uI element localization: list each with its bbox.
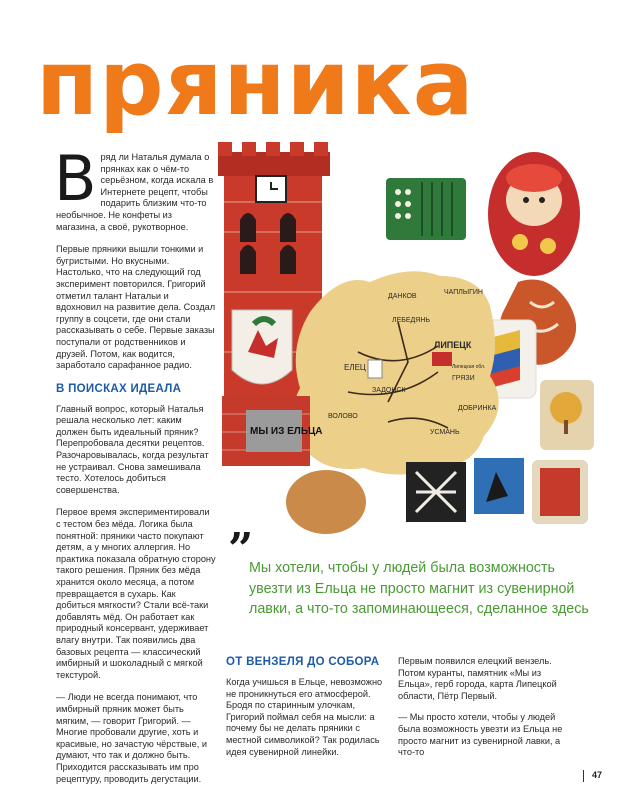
section1-paragraph-2: Первое время экспериментировали с тестом без мёда. Логика была понятной: пряники часто покупают детям, а у многих аллергия. Но практика показала обратную сторону такого решения. Пряник без мёда хранится около месяца, а потом превращается в сухарь. Как добиться мягкости? Стали всё-таки добавлять мёд. Он работает как природный консервант, удерживает влагу внутри. Так появились два базовых рецепта — классический имбирный и шоколадный с мягкой текстурой. <box>56 507 216 680</box>
section2-paragraph-2: Первым появился елецкий вензель. Потом куранты, памятник «Мы из Ельца», герб города, карта Липецкой области, Пётр Первый. <box>398 656 557 701</box>
matryoshka-cookie <box>488 152 580 276</box>
map-label: ЧАПЛЫГИН <box>444 289 483 296</box>
pull-quote: Мы хотели, чтобы у людей была возможность увезти из Ельца не просто магнит из сувенирной лавки, а что-то запоминающееся, сделанное здесь <box>249 560 589 617</box>
cookie-text: МЫ ИЗ ЕЛЬЦА <box>250 426 323 437</box>
black-white-cookie <box>406 462 466 522</box>
left-column <box>54 142 216 796</box>
wrapped-cookie-red <box>532 460 588 524</box>
page-number-divider <box>583 770 584 782</box>
map-label: ЗАДОНСК <box>372 387 406 394</box>
section1-paragraph-3: — Люди не всегда понимают, что имбирный пряник может быть мягким, — говорит Григорий. — Многие пробовали другие, хоть и красивые, но зачастую чёрствые, и думают, что так и должно быть. Приходится рассказывать им про рецептуру, проводить дегустации. <box>56 692 207 784</box>
intro-text: ряд ли Наталья думала о прянках как о чём-то серьёзном, когда искала в Интернете рецепт, чтобы подарить близким что-то необычное. Не конфеты из магазина, а своё, рукотворное. <box>56 152 214 232</box>
section2-paragraph-3: — Мы просто хотели, чтобы у людей была возможность увезти из Ельца не просто магнит из сувенирной лавки, а что-то <box>398 712 563 758</box>
quote-mark-icon: ” <box>228 524 254 575</box>
section-heading-vensel: ОТ ВЕНЗЕЛЯ ДО СОБОРА <box>226 656 380 668</box>
map-label: ЛИПЕЦК <box>434 340 472 350</box>
brick-cookie <box>222 396 323 466</box>
coat-of-arms-cookie <box>232 310 292 384</box>
paragraph-2: Первые пряники вышли тонкими и бугристыми. Но вкусными. Настолько, что на следующий год эксперимент повторился. Григорий отметил талант Натальи и вдохновил на развитие дела. Создал группу в соцсети, где они стали рассказывать о себе. Первые заказы поступали от родственников и друзей. Потом, как водится, заработало сарафанное радио. <box>56 244 216 371</box>
blue-cookie <box>474 458 524 514</box>
map-label: ЕЛЕЦ <box>344 363 366 372</box>
section-heading-ideal: В ПОИСКАХ ИДЕАЛА <box>56 382 182 395</box>
map-cookie <box>293 271 499 474</box>
map-label: ВОЛОВО <box>328 413 358 420</box>
right-column <box>398 656 568 769</box>
section2-paragraph-1: Когда учишься в Ельце, невозможно не проникнуться его атмосферой. Бродя по старинным улочкам, Григорий поймал себя на мысли: а почему бы не делать пряники с местной символикой? Так родилась идея сувенирной линейки. <box>226 677 383 757</box>
accordion-cookie <box>386 178 466 240</box>
gingerbread-photo <box>218 142 600 534</box>
map-label: УСМАНЬ <box>430 429 460 436</box>
section1-paragraph-1: Главный вопрос, который Наталья решала несколько лет: каким должен быть идеальный пряник? Перепробовала десятки рецептов. Разочаровывалась, когда результат не устраивал. Снова замешивала тесто. Хотелось добиться совершенства. <box>56 403 209 495</box>
map-label: ДОБРИНКА <box>458 405 497 412</box>
map-label: ГРЯЗИ <box>452 375 475 382</box>
intro-paragraph <box>54 142 216 233</box>
dropcap: В <box>54 142 97 215</box>
page-number: 47 <box>592 770 603 780</box>
region-label: Липецкая обл. <box>452 364 486 370</box>
page-headline: пряника <box>36 31 475 136</box>
map-label: ДАНКОВ <box>388 293 417 300</box>
middle-column <box>226 652 386 758</box>
plain-gingerbread <box>286 470 366 534</box>
map-label: ЛЕБЕДЯНЬ <box>392 317 430 324</box>
wrapped-cookie-tree <box>540 380 594 450</box>
